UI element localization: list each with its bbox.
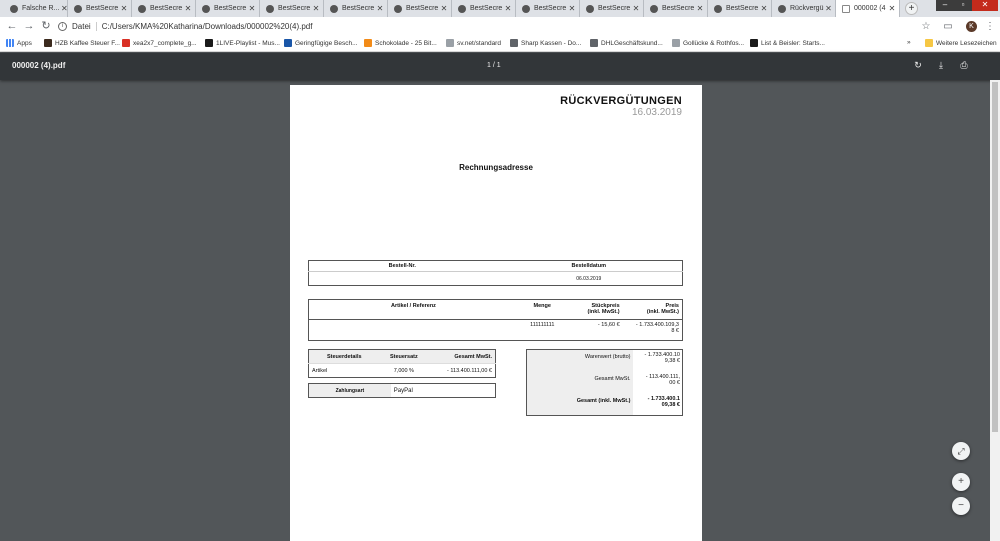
summary-row: [527, 350, 683, 372]
article-cell: [309, 320, 518, 341]
tab-favicon-icon: [74, 5, 82, 13]
browser-tab[interactable]: [4, 0, 68, 17]
tab-close-icon[interactable]: ✕: [120, 4, 128, 13]
browser-tab[interactable]: [772, 0, 836, 17]
payment-value: PayPal: [393, 387, 413, 394]
pdf-filename: 000002 (4).pdf: [12, 61, 66, 70]
browser-tab[interactable]: [324, 0, 388, 17]
browser-tab[interactable]: [388, 0, 452, 17]
bookmark-apps-label: Apps: [17, 39, 32, 47]
payment-table: [308, 383, 496, 398]
new-tab-button[interactable]: +: [905, 2, 918, 15]
tab-close-icon[interactable]: ✕: [760, 4, 768, 13]
summary-value: - 1.733.400.1 09,38 €: [647, 395, 680, 408]
scrollbar[interactable]: [990, 80, 1000, 541]
tab-close-icon[interactable]: ✕: [376, 4, 384, 13]
browser-toolbar: [0, 17, 1000, 36]
browser-tab[interactable]: [708, 0, 772, 17]
tab-label: BestSecre: [150, 5, 183, 12]
bookmark-item[interactable]: [44, 39, 120, 47]
table-row: [309, 364, 496, 378]
browser-tab[interactable]: [516, 0, 580, 17]
tax-row-rate: 7,000 %: [380, 364, 429, 378]
browser-tab[interactable]: [196, 0, 260, 17]
extension-icon[interactable]: ▭: [943, 21, 953, 32]
bookmark-item[interactable]: [510, 39, 581, 47]
bookmark-label: xea2x7_complete_g...: [133, 39, 197, 47]
items-table: [308, 299, 683, 341]
tab-label: BestSecre: [342, 5, 375, 12]
tab-favicon-icon: [778, 5, 786, 13]
tab-favicon-icon: [650, 5, 658, 13]
other-bookmarks-folder[interactable]: [925, 39, 997, 47]
summary-label: Gesamt MwSt.: [527, 372, 633, 394]
zoom-out-button[interactable]: −: [952, 497, 970, 515]
tab-label: Rückvergü: [790, 5, 824, 12]
tab-close-icon[interactable]: ✕: [696, 4, 704, 13]
pdf-page: [290, 85, 702, 541]
more-bookmarks-button[interactable]: »: [907, 39, 911, 46]
download-icon[interactable]: ⤓: [939, 60, 943, 70]
address-bar[interactable]: [58, 19, 938, 34]
forward-icon[interactable]: →: [23, 20, 35, 32]
order-no-value: [309, 272, 496, 286]
tab-favicon-icon: [10, 5, 18, 13]
tab-label: 000002 (4: [854, 5, 886, 12]
tab-close-icon[interactable]: ✕: [888, 4, 896, 13]
bookmark-item[interactable]: [446, 39, 501, 47]
order-table: [308, 260, 683, 286]
tax-rate-header: Steuersatz: [380, 350, 429, 364]
bookmark-favicon-icon: [122, 39, 130, 47]
tab-favicon-icon: [266, 5, 274, 13]
document-date: 16.03.2019: [631, 107, 682, 118]
payment-label: Zahlungsart: [309, 384, 391, 398]
order-no-header: Bestell-Nr.: [388, 263, 416, 269]
tab-close-icon[interactable]: ✕: [568, 4, 576, 13]
tab-strip: [0, 0, 1000, 17]
tab-favicon-icon: [202, 5, 210, 13]
tab-close-icon[interactable]: ✕: [825, 4, 832, 13]
unit-price-cell: - 15,60 €: [567, 320, 623, 341]
bookmark-favicon-icon: [284, 39, 292, 47]
bookmark-label: HZB Kaffee Steuer F...: [55, 39, 120, 47]
close-window-button[interactable]: ✕: [972, 0, 998, 11]
bookmarks-bar: [0, 36, 1000, 52]
bookmark-label: Gollücke & Rothfos...: [683, 39, 745, 47]
tab-label: BestSecre: [86, 5, 119, 12]
fit-page-button[interactable]: ⤢: [952, 442, 970, 460]
document-title: RÜCKVERGÜTUNGEN: [560, 95, 682, 107]
tab-close-icon[interactable]: ✕: [504, 4, 512, 13]
tax-details-header: Steuerdetails: [309, 350, 380, 364]
summary-value: - 113.400.111, 00 €: [645, 373, 680, 386]
browser-tab[interactable]: [68, 0, 132, 17]
billing-address-heading: Rechnungsadresse: [459, 163, 533, 172]
tab-favicon-icon: [394, 5, 402, 13]
tab-favicon-icon: [842, 5, 850, 13]
tab-favicon-icon: [586, 5, 594, 13]
quantity-header: Menge: [518, 300, 567, 320]
pdf-viewer-toolbar: [0, 53, 1000, 80]
tab-close-icon[interactable]: ✕: [312, 4, 320, 13]
bookmark-favicon-icon: [364, 39, 372, 47]
zoom-in-button[interactable]: +: [952, 473, 970, 491]
bookmark-label: Sharp Kassen - Do...: [521, 39, 582, 47]
price-header: Preis (inkl. MwSt.): [623, 300, 683, 320]
other-bookmarks-label: Weitere Lesezeichen: [936, 39, 997, 47]
tab-favicon-icon: [714, 5, 722, 13]
rotate-icon[interactable]: ↻: [914, 60, 922, 70]
bookmark-label: sv.net/standard: [457, 39, 501, 47]
tab-label: BestSecre: [470, 5, 503, 12]
folder-icon: [925, 39, 933, 47]
bookmark-label: Schokolade - 25 Bit...: [375, 39, 437, 47]
tab-close-icon[interactable]: ✕: [440, 4, 448, 13]
tab-label: BestSecre: [726, 5, 759, 12]
bookmark-item[interactable]: [284, 39, 358, 47]
tab-favicon-icon: [138, 5, 146, 13]
summary-table: [526, 349, 683, 416]
browser-tab[interactable]: [580, 0, 644, 17]
tax-table: [308, 349, 496, 378]
bookmark-favicon-icon: [750, 39, 758, 47]
browser-tab[interactable]: [452, 0, 516, 17]
scrollbar-thumb[interactable]: [992, 82, 998, 432]
bookmark-apps[interactable]: [6, 39, 32, 47]
bookmark-item[interactable]: [750, 39, 825, 47]
bookmark-favicon-icon: [590, 39, 598, 47]
tab-close-icon[interactable]: ✕: [632, 4, 640, 13]
browser-tab[interactable]: [132, 0, 196, 17]
reload-icon[interactable]: ↻: [41, 20, 51, 32]
tax-row-label: Artikel: [309, 364, 380, 378]
order-date-value: 06.03.2019: [496, 272, 683, 286]
maximize-button[interactable]: ▫: [954, 0, 972, 11]
tax-total-header: Gesamt MwSt.: [428, 350, 495, 364]
bookmark-label: DHLGeschäftskund...: [601, 39, 663, 47]
bookmark-label: 1LIVE-Playlist - Mus...: [216, 39, 280, 47]
bookmark-item[interactable]: [672, 39, 744, 47]
menu-icon[interactable]: ⋮: [985, 21, 995, 32]
order-date-header: Bestelldatum: [571, 263, 607, 269]
tab-label: BestSecre: [278, 5, 311, 12]
tab-label: Falsche R...: [22, 5, 60, 12]
profile-avatar[interactable]: K: [966, 21, 977, 32]
tab-label: BestSecre: [598, 5, 631, 12]
info-icon[interactable]: i: [58, 22, 67, 31]
bookmark-label: List & Beisler: Starts...: [761, 39, 825, 47]
address-separator: [96, 22, 97, 31]
bookmark-label: Geringfügige Besch...: [295, 39, 358, 47]
address-url[interactable]: C:/Users/KMA%20Katharina/Downloads/000002%20(4).pdf: [101, 22, 313, 31]
tab-label: BestSecre: [214, 5, 247, 12]
tab-label: BestSecre: [662, 5, 695, 12]
quantity-cell: 111111111: [518, 320, 567, 341]
table-row: [309, 320, 683, 341]
tab-close-icon[interactable]: ✕: [248, 4, 256, 13]
price-cell: - 1.733.400.109,3 8 €: [623, 320, 683, 341]
summary-value: - 1.733.400.10 9,38 €: [644, 352, 680, 364]
tab-close-icon[interactable]: ✕: [184, 4, 192, 13]
unit-price-header: Stückpreis (inkl. MwSt.): [567, 300, 623, 320]
summary-row: [527, 372, 683, 394]
tab-close-icon[interactable]: ✕: [61, 4, 68, 13]
print-icon[interactable]: ⎙: [960, 60, 968, 70]
summary-label: Gesamt (inkl. MwSt.): [527, 394, 633, 416]
browser-tab[interactable]: [644, 0, 708, 17]
bookmark-favicon-icon: [446, 39, 454, 47]
address-scheme-label: Datei: [72, 22, 91, 31]
browser-tab[interactable]: [836, 0, 900, 17]
summary-row: [527, 394, 683, 416]
bookmark-favicon-icon: [205, 39, 213, 47]
bookmark-item[interactable]: [364, 39, 437, 47]
bookmark-favicon-icon: [510, 39, 518, 47]
tax-row-total: - 113.400.111,00 €: [428, 364, 495, 378]
minimize-button[interactable]: –: [936, 0, 954, 11]
article-header: Artikel / Referenz: [309, 300, 518, 320]
bookmark-star-icon[interactable]: ☆: [921, 21, 931, 32]
pdf-page-indicator: 1 / 1: [487, 62, 501, 69]
apps-grid-icon: [6, 39, 14, 47]
bookmark-item[interactable]: [122, 39, 197, 47]
tab-label: BestSecre: [406, 5, 439, 12]
bookmark-favicon-icon: [672, 39, 680, 47]
tab-favicon-icon: [458, 5, 466, 13]
tab-favicon-icon: [330, 5, 338, 13]
bookmark-favicon-icon: [44, 39, 52, 47]
tab-label: BestSecre: [534, 5, 567, 12]
tab-favicon-icon: [522, 5, 530, 13]
bookmark-item[interactable]: [590, 39, 663, 47]
browser-tab[interactable]: [260, 0, 324, 17]
back-icon[interactable]: ←: [6, 20, 18, 32]
summary-label: Warenwert (brutto): [527, 350, 633, 372]
bookmark-item[interactable]: [205, 39, 280, 47]
